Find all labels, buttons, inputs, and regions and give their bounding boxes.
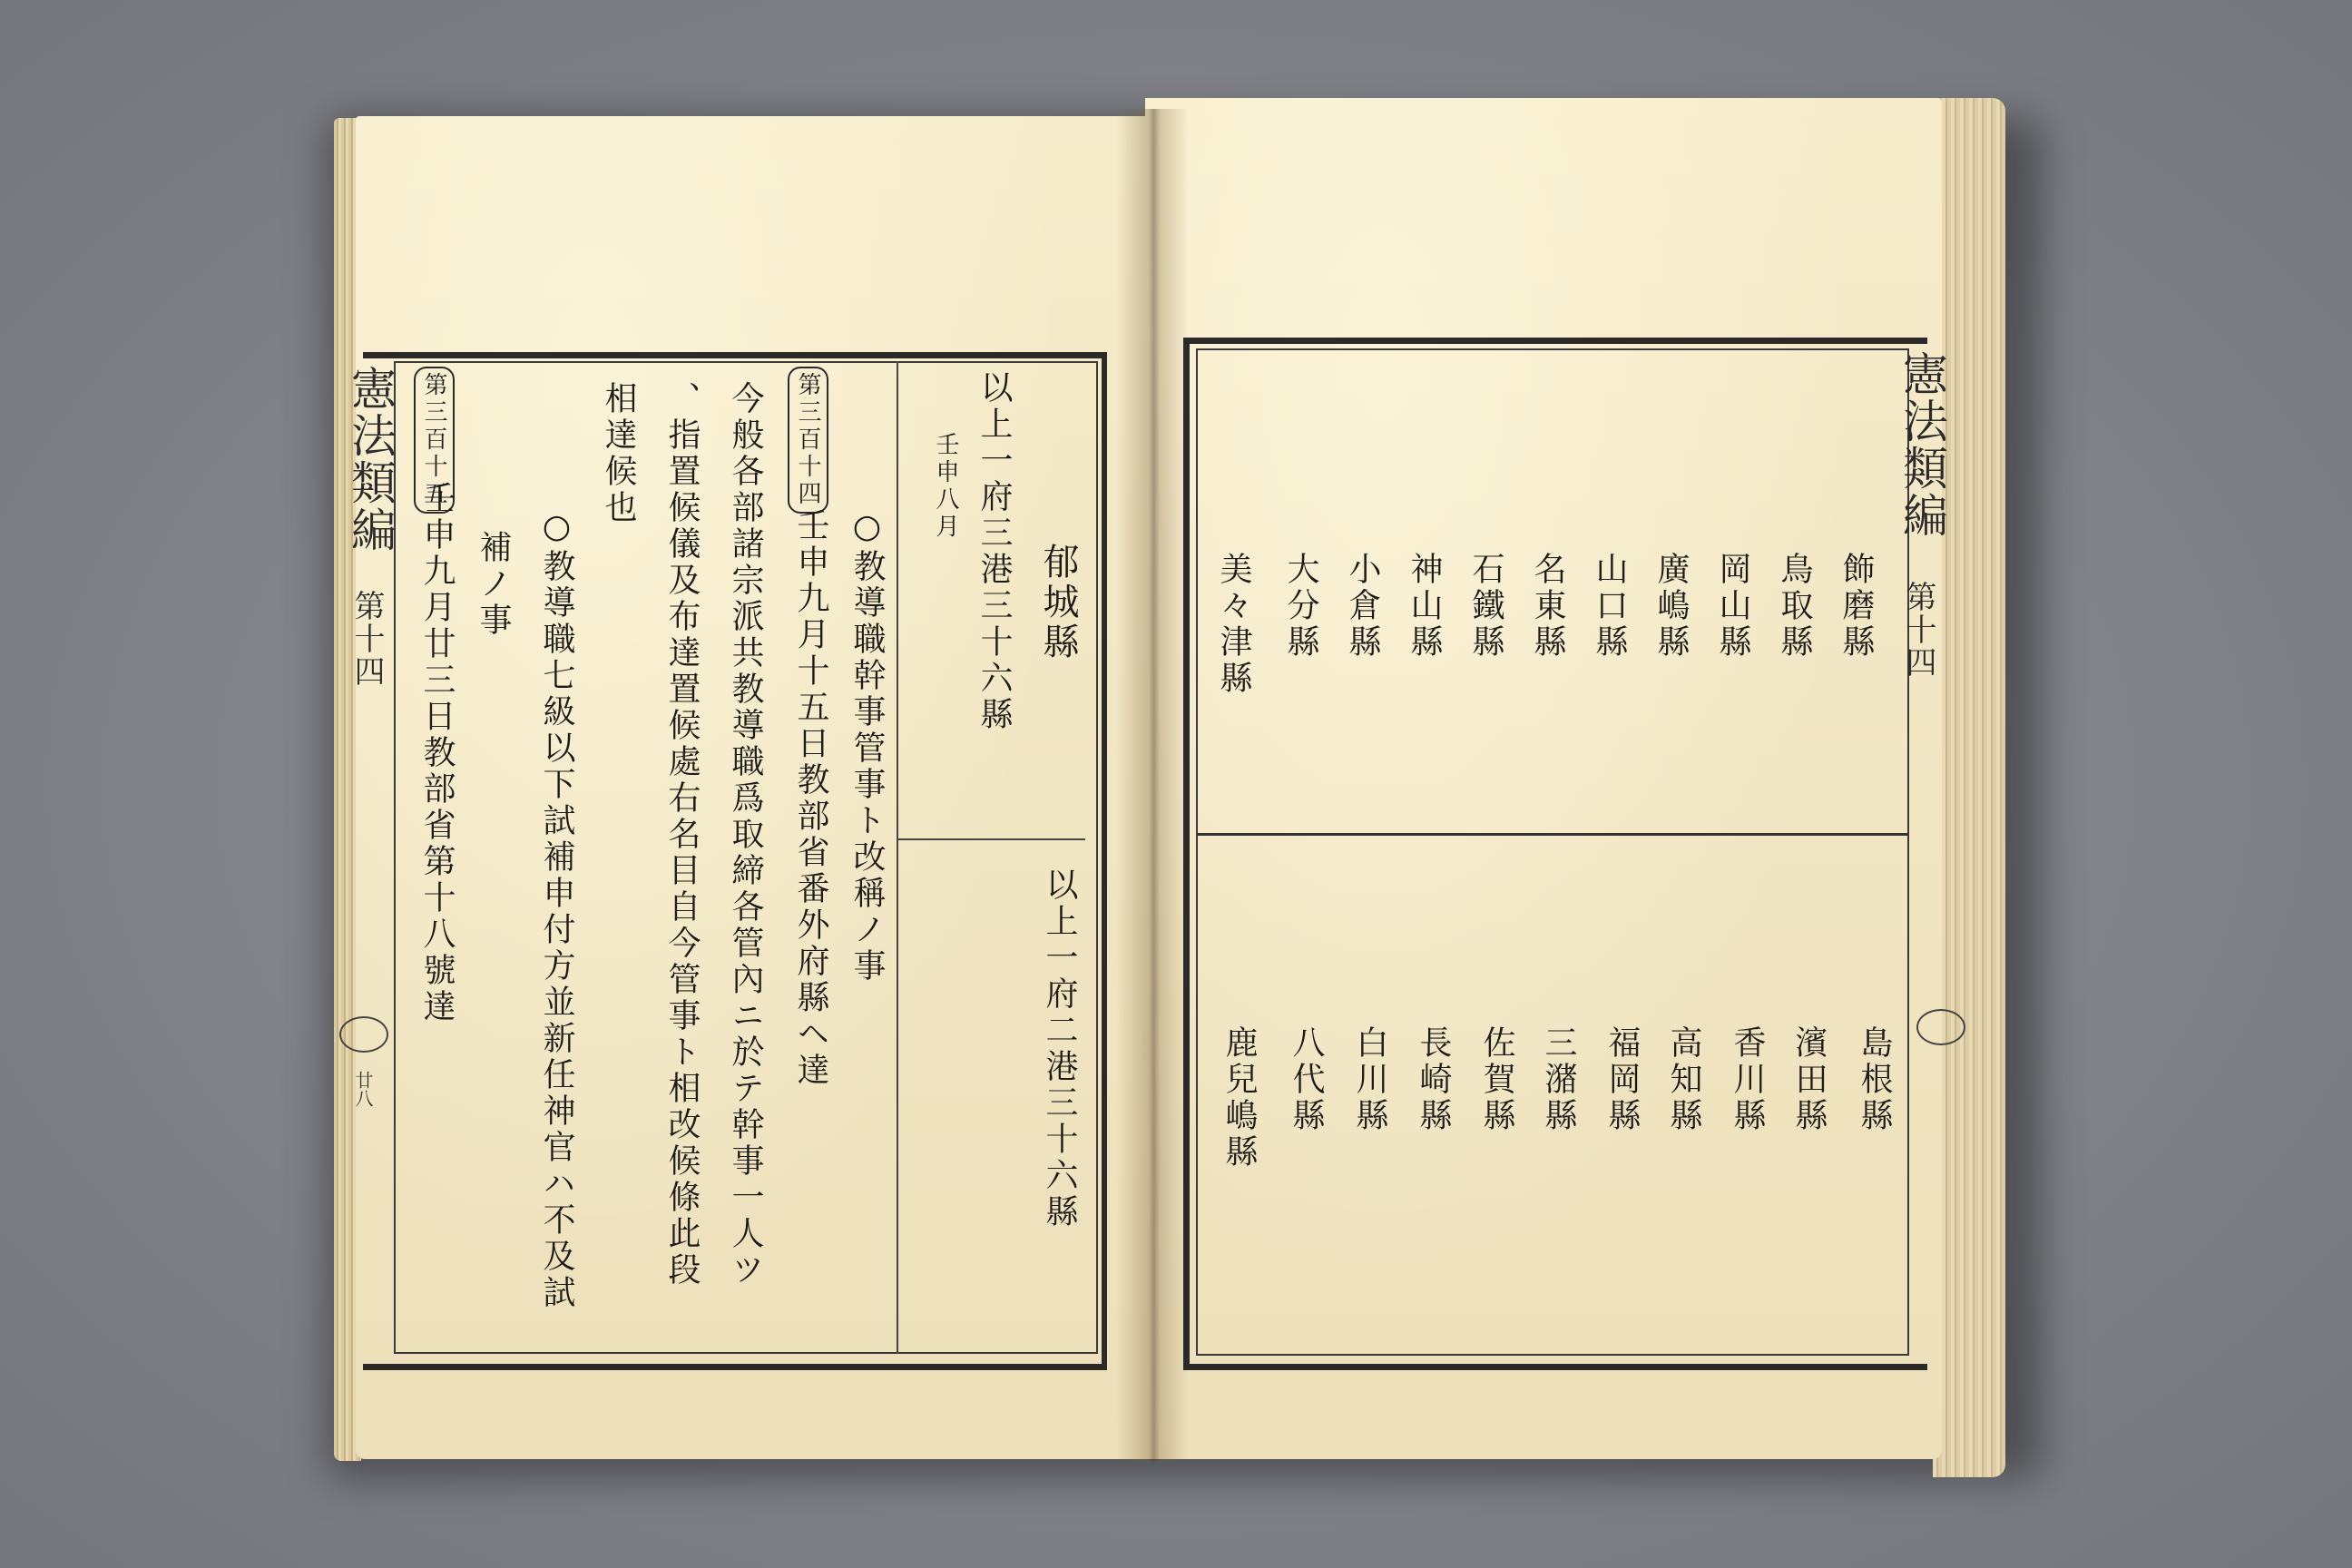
article-314-title: ○教導職幹事管事ト改稱ノ事 — [848, 508, 886, 985]
article-314-date: 壬申九月十五日教部省番外府縣ヘ達 — [792, 508, 829, 1089]
right-margin-title: 憲法類編 — [1896, 350, 1948, 539]
lower-prefecture-2: 濱田縣 — [1790, 1025, 1828, 1134]
article-315-title-cont: 補ノ事 — [475, 530, 512, 639]
left-col-summary-b: 以上一府二港三十六縣 — [1041, 867, 1078, 1230]
left-fold-page-number: 廿八 — [352, 1071, 374, 1107]
lower-prefecture-4: 高知縣 — [1665, 1025, 1702, 1134]
article-315-date: 壬申九月廿三日教部省第十八號達 — [418, 481, 456, 1025]
upper-prefecture-7: 石鐵縣 — [1467, 552, 1504, 661]
left-margin-title: 憲法類編 — [344, 365, 397, 554]
upper-prefecture-3: 岡山縣 — [1714, 552, 1751, 661]
left-col-summary-a: 以上一府三港三十六縣 — [975, 370, 1013, 733]
book-gutter — [1116, 109, 1189, 1461]
lower-prefecture-11: 鹿兒嶋縣 — [1220, 1025, 1258, 1171]
lower-prefecture-7: 佐賀縣 — [1478, 1025, 1515, 1134]
article-314-body-1: 今般各部諸宗派共教導職爲取締各管內ニ於テ幹事一人ツ — [727, 381, 764, 1289]
lower-prefecture-3: 香川縣 — [1729, 1025, 1766, 1134]
article-314-body-3: 相達候也 — [600, 381, 637, 526]
lower-prefecture-8: 長崎縣 — [1415, 1025, 1452, 1134]
right-page-stack — [1933, 98, 2005, 1477]
left-col-prefecture: 郁城縣 — [1037, 543, 1079, 662]
right-margin-volume: 第十四 — [1900, 581, 1936, 679]
right-page-inner-border — [1196, 348, 1909, 1356]
upper-prefecture-9: 小倉縣 — [1344, 552, 1381, 661]
lower-prefecture-1: 島根縣 — [1856, 1025, 1893, 1134]
upper-prefecture-11: 美々津縣 — [1215, 552, 1252, 697]
upper-prefecture-8: 神山縣 — [1406, 552, 1443, 661]
upper-prefecture-6: 名東縣 — [1529, 552, 1566, 661]
upper-prefecture-2: 鳥取縣 — [1776, 552, 1813, 661]
left-column-divider — [897, 361, 898, 1354]
right-fold-circle — [1916, 1009, 1965, 1045]
right-horizontal-divider — [1198, 833, 1907, 836]
upper-prefecture-1: 飾磨縣 — [1838, 552, 1875, 661]
lower-prefecture-5: 福岡縣 — [1603, 1025, 1641, 1134]
upper-prefecture-10: 大分縣 — [1282, 552, 1319, 661]
lower-prefecture-6: 三潴縣 — [1540, 1025, 1577, 1134]
left-header-divider — [898, 838, 1085, 840]
article-315-title: ○教導職七級以下試補申付方並新任神官ハ不及試 — [538, 508, 575, 1311]
left-col-date: 壬申八月 — [932, 432, 959, 541]
lower-prefecture-9: 白川縣 — [1351, 1025, 1388, 1134]
lower-prefecture-10: 八代縣 — [1288, 1025, 1325, 1134]
upper-prefecture-4: 廣嶋縣 — [1652, 552, 1690, 661]
article-315-label: 第三百十五 — [414, 367, 455, 514]
left-margin-volume: 第十四 — [348, 590, 385, 688]
left-fold-circle — [339, 1016, 388, 1053]
upper-prefecture-5: 山口縣 — [1591, 552, 1628, 661]
article-314-label: 第三百十四 — [788, 367, 828, 514]
article-314-body-2: 、指置候儀及布達置候處右名目自今管事ト相改候條此段 — [663, 381, 701, 1289]
